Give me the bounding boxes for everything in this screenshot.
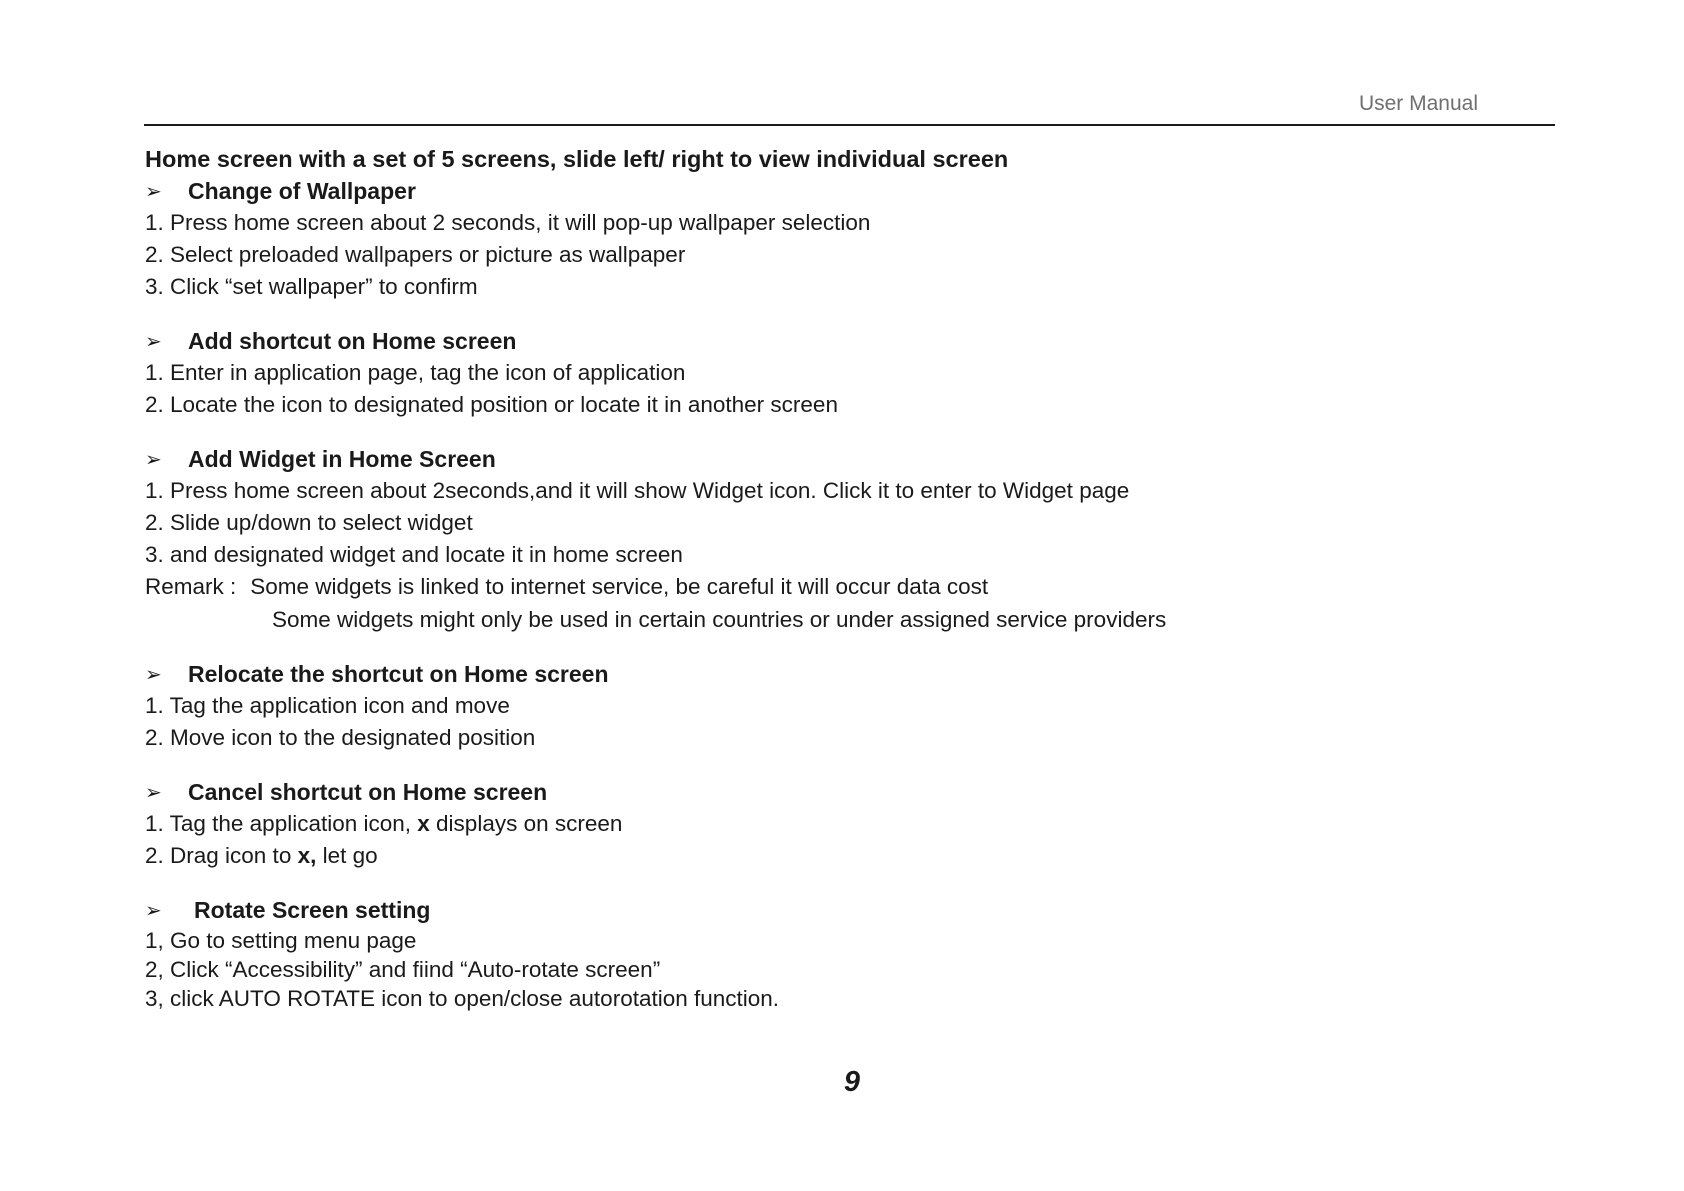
page-content: [145, 142, 1545, 1036]
section-title: Add Widget in Home Screen: [188, 446, 496, 472]
step-line: 3, click AUTO ROTATE icon to open/close autorotation function.: [145, 986, 780, 1011]
step-line: 1. Tag the application icon and move: [145, 693, 510, 718]
step-line: 3. and designated widget and locate it in home screen: [145, 542, 683, 567]
section-title: Add shortcut on Home screen: [188, 328, 517, 354]
section-heading: [145, 659, 1545, 690]
step-line: 2. Drag icon to x, let go: [145, 843, 378, 868]
step-line: 1. Tag the application icon, x displays on screen: [145, 811, 623, 836]
section-change-wallpaper: [145, 176, 1545, 303]
arrow-bullet-icon: ➢: [145, 782, 162, 804]
section-title: Cancel shortcut on Home screen: [188, 779, 548, 805]
arrow-bullet-icon: ➢: [145, 900, 162, 922]
section-cancel-shortcut: [145, 777, 1545, 872]
step-line: 2. Locate the icon to designated position or locate it in another screen: [145, 392, 838, 417]
section-heading: [145, 444, 1545, 475]
section-add-shortcut: [145, 326, 1545, 421]
step-line: 1, Go to setting menu page: [145, 928, 417, 953]
section-title: Rotate Screen setting: [194, 897, 431, 923]
section-rotate-screen: [145, 895, 1545, 1013]
step-line: 3. Click “set wallpaper” to confirm: [145, 274, 478, 299]
header-title: User Manual: [1358, 92, 1478, 115]
close-x-mark: x: [417, 811, 430, 836]
remark-text: Some widgets is linked to internet service, be careful it will occur data cost: [250, 574, 989, 599]
section-heading: [145, 176, 1545, 207]
step-line: 1. Press home screen about 2 seconds, it will pop-up wallpaper selection: [145, 210, 871, 235]
remark: [145, 571, 1545, 603]
step-line: 2. Move icon to the designated position: [145, 725, 536, 750]
header-divider: [144, 124, 1555, 126]
section-title: Relocate the shortcut on Home screen: [188, 661, 609, 687]
step-line: 1. Enter in application page, tag the icon of application: [145, 360, 686, 385]
arrow-bullet-icon: ➢: [145, 449, 162, 471]
step-line: 1. Press home screen about 2seconds,and it will show Widget icon. Click it to enter to Widget page: [145, 478, 1130, 503]
section-heading: [145, 777, 1545, 808]
intro-heading: Home screen with a set of 5 screens, slide left/ right to view individual screen: [145, 146, 1009, 172]
section-heading: [145, 895, 1545, 926]
arrow-bullet-icon: ➢: [145, 181, 162, 203]
remark-text: Some widgets might only be used in certain countries or under assigned service providers: [272, 607, 1167, 632]
arrow-bullet-icon: ➢: [145, 331, 162, 353]
step-line: 2. Slide up/down to select widget: [145, 510, 473, 535]
close-x-mark: x,: [297, 843, 317, 868]
section-relocate-shortcut: [145, 659, 1545, 754]
step-line: 2. Select preloaded wallpapers or picture as wallpaper: [145, 242, 686, 267]
arrow-bullet-icon: ➢: [145, 664, 162, 686]
step-line: 2, Click “Accessibility” and fiind “Auto-rotate screen”: [145, 957, 661, 982]
section-add-widget: [145, 444, 1545, 636]
section-title: Change of Wallpaper: [188, 178, 416, 204]
section-heading: [145, 326, 1545, 357]
remark-label: Remark :: [145, 574, 237, 599]
page-number: 9: [843, 1066, 861, 1098]
